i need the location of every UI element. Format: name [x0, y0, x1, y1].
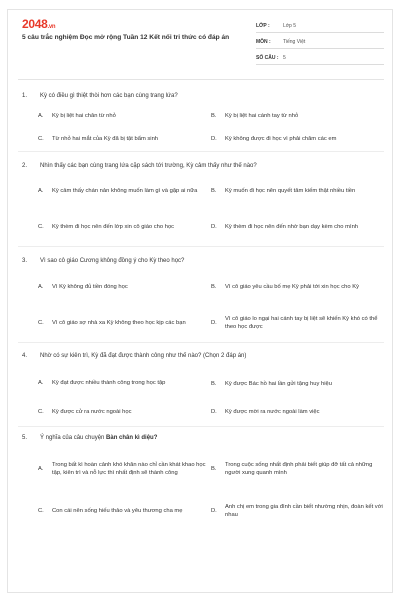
document-header [8, 10, 393, 70]
option-letter: B. [211, 466, 217, 472]
option-letter: B. [211, 188, 217, 194]
option-text: Kỳ được Bác hồ hai lần gửi tặng huy hiệu [225, 381, 332, 387]
option-letter: B. [211, 284, 217, 290]
option-a[interactable] [38, 182, 208, 200]
info-row-count [256, 52, 384, 65]
question-divider [18, 151, 384, 152]
story-title: Bàn chân kì diệu? [106, 435, 158, 441]
option-text: Kỳ thèm đi học nên đến nhờ bạn dạy kèm cho mình [225, 224, 359, 230]
option-text: Vì cô giáo lo ngại hai cánh tay bị liệt sẽ khiến Kỳ khó có thể theo học được [225, 316, 378, 330]
option-d[interactable] [211, 407, 386, 417]
question-text [22, 352, 382, 360]
option-text: Kỳ được cử ra nước ngoài học [52, 409, 132, 415]
logo-suffix: .vn [47, 24, 56, 30]
option-letter: C. [38, 320, 44, 326]
option-a[interactable] [38, 456, 210, 482]
page-title: 5 câu trắc nghiệm Đọc mở rộng Tuần 12 Kết nối tri thức có đáp án [22, 34, 230, 41]
document-page [7, 9, 393, 593]
option-text: Kỳ thèm đi học nên đến lớp xin cô giáo cho học [52, 224, 175, 230]
question-prompt: Nhìn thấy các bạn cùng trang lứa cặp sách tới trường, Kỳ cảm thấy như thế nào? [40, 163, 257, 169]
option-text: Kỳ được mời ra nước ngoài làm việc [225, 409, 320, 415]
option-letter: A. [38, 380, 44, 386]
option-d[interactable] [211, 134, 389, 144]
option-letter: C. [38, 136, 44, 142]
option-letter: D. [211, 224, 217, 230]
info-label: MÔN : [256, 39, 271, 45]
option-text: Kỳ bị liệt hai chân từ nhỏ [52, 113, 116, 119]
option-b[interactable] [211, 182, 381, 200]
option-text: Kỳ không được đi học vì phải chăm các em [225, 136, 337, 142]
question-number: 3. [22, 258, 28, 264]
option-text: Từ nhỏ hai mắt của Kỳ đã bị tật bẩm sinh [52, 136, 159, 142]
option-letter: D. [211, 508, 217, 514]
option-letter: B. [211, 381, 217, 387]
info-row-subject [256, 36, 384, 49]
option-letter: A. [38, 284, 44, 290]
question-divider [18, 246, 384, 247]
info-value: 5 [283, 55, 286, 61]
option-text: Kỳ muốn đi học nên quyết tâm kiếm thật nhiều tiền [225, 188, 356, 194]
question-prompt: Vì sao cô giáo Cương không đồng ý cho Kỳ theo học? [40, 258, 185, 264]
question-number: 1. [22, 93, 28, 99]
info-row-class [256, 20, 384, 33]
question-text [22, 434, 382, 442]
option-d[interactable] [211, 218, 381, 236]
option-letter: C. [38, 409, 44, 415]
question-text [22, 92, 382, 100]
option-a[interactable] [38, 282, 208, 292]
option-b[interactable] [211, 278, 381, 296]
option-b[interactable] [211, 460, 383, 478]
question-divider [18, 342, 384, 343]
option-text: Kỳ cảm thấy chán nản không muốn làm gì và gặp ai nữa [52, 188, 198, 194]
question-prompt: Nhờ có sự kiên trì, Kỳ đã đạt được thành công như thế nào? (Chọn 2 đáp án) [40, 353, 247, 359]
logo[interactable] [22, 17, 55, 31]
question-text [22, 257, 382, 265]
option-a[interactable] [38, 374, 208, 392]
option-a[interactable] [38, 111, 208, 121]
option-letter: C. [38, 224, 44, 230]
option-letter: B. [211, 113, 217, 119]
option-b[interactable] [211, 379, 386, 389]
option-c[interactable] [38, 218, 208, 236]
option-text: Kỳ đạt được nhiều thành công trong học tập [52, 380, 166, 386]
option-text: Vì Kỳ không đủ tiền đóng học [52, 284, 128, 290]
option-d[interactable] [211, 502, 383, 520]
question-prompt: Kỳ có điều gì thiệt thòi hơn các bạn cùng trang lứa? [40, 93, 178, 99]
option-letter: A. [38, 113, 44, 119]
option-c[interactable] [38, 502, 208, 520]
question-number: 2. [22, 163, 28, 169]
question-number: 4. [22, 353, 28, 359]
logo-text: 2048 [22, 17, 48, 31]
header-divider [18, 79, 384, 80]
question-prompt: Ý nghĩa của câu chuyện [40, 435, 107, 441]
option-text: Vì cô giáo sợ nhà xa Kỳ không theo học kịp các bạn [52, 320, 186, 326]
option-text: Vì cô giáo yêu cầu bố mẹ Kỳ phải tới xin học cho Kỳ [225, 284, 359, 290]
info-value: Tiếng Việt [283, 39, 306, 45]
option-letter: A. [38, 466, 44, 472]
option-letter: C. [38, 508, 44, 514]
question-text [22, 162, 382, 170]
option-letter: D. [211, 136, 217, 142]
option-c[interactable] [38, 407, 208, 417]
option-text: Kỳ bị liệt hai cánh tay từ nhỏ [225, 113, 299, 119]
option-b[interactable] [211, 111, 386, 121]
option-text: Anh chị em trong gia đình cần biết nhường nhịn, đoàn kết với nhau [225, 504, 383, 518]
option-text: Trong cuộc sống nhất định phải biết giúp đỡ tất cả những người xung quanh mình [225, 462, 373, 476]
info-value: Lớp 5 [283, 23, 297, 29]
info-label: LỚP : [256, 23, 270, 29]
option-letter: D. [211, 320, 217, 326]
option-c[interactable] [38, 134, 210, 144]
question-number: 5. [22, 435, 28, 441]
info-panel [256, 20, 384, 65]
option-text: Con cái nên sống hiếu thảo và yêu thương cha mẹ [52, 508, 183, 514]
option-letter: A. [38, 188, 44, 194]
option-letter: D. [211, 409, 217, 415]
option-text: Trong bất kì hoàn cảnh khó khăn nào chỉ cần khát khao học tập, kiên trì và nỗ lực thì nhất định sẽ thành công [52, 462, 206, 476]
option-c[interactable] [38, 314, 208, 332]
question-divider [18, 426, 384, 427]
option-d[interactable] [211, 314, 383, 332]
info-label: SỐ CÂU : [256, 55, 279, 61]
